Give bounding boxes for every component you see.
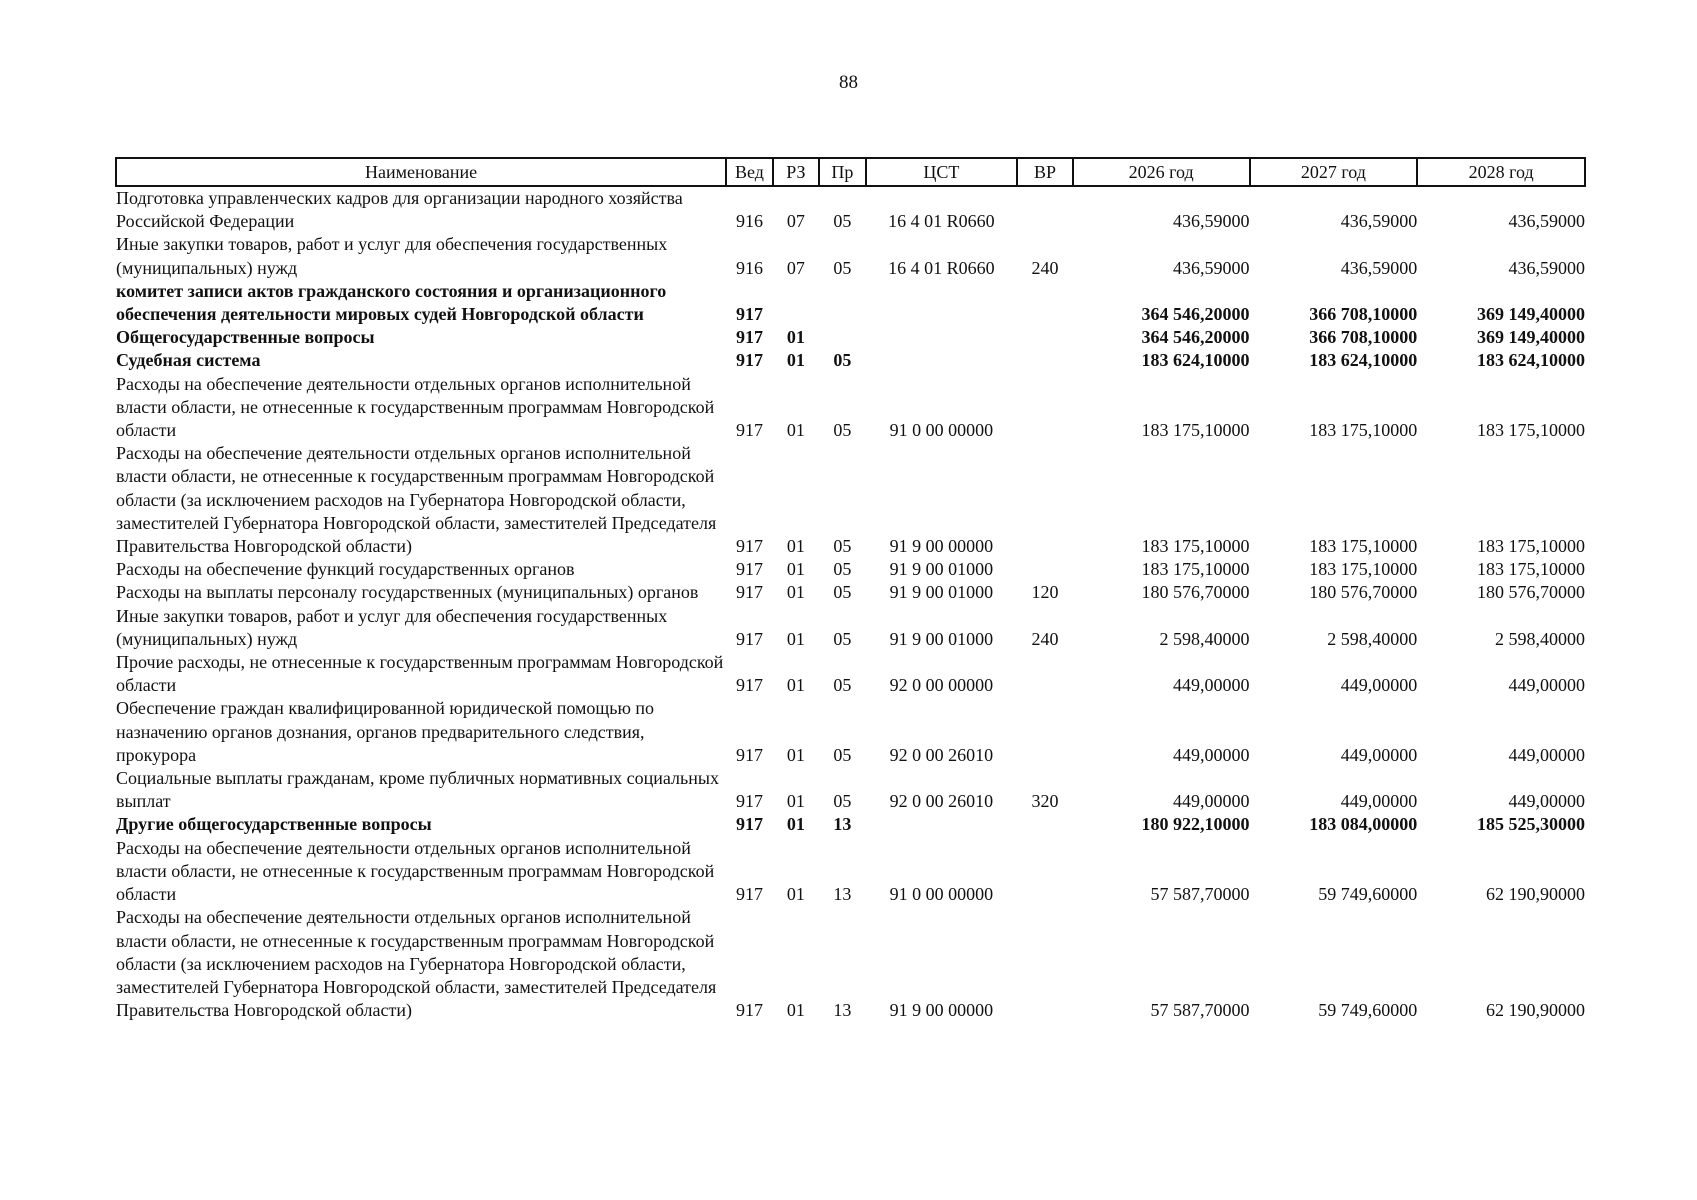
- row-2026: 436,59000: [1173, 257, 1250, 278]
- row-cst: [866, 813, 1018, 836]
- row-2028: 183 175,10000: [1477, 536, 1585, 557]
- row-vr: 240: [1031, 628, 1059, 649]
- row-2027: 180 576,70000: [1309, 582, 1418, 603]
- row-2028: 185 525,30000: [1477, 814, 1585, 835]
- row-cst: 91 9 00 00000: [889, 536, 994, 557]
- row-2026: 364 546,20000: [1141, 327, 1250, 348]
- table-row: [116, 442, 1585, 558]
- row-2026: 183 175,10000: [1141, 559, 1250, 580]
- table-header-row: [116, 158, 1585, 186]
- row-cst: 91 0 00 00000: [889, 420, 994, 441]
- table-row: [116, 326, 1585, 349]
- row-2026: 183 624,10000: [1141, 350, 1250, 371]
- row-2027: 59 749,60000: [1318, 884, 1418, 905]
- row-2028: 183 175,10000: [1477, 559, 1585, 580]
- row-cst: 92 0 00 26010: [889, 744, 994, 765]
- row-vr: [1017, 442, 1073, 558]
- row-ved: 917: [735, 884, 763, 905]
- row-2028: 62 190,90000: [1486, 1000, 1585, 1021]
- row-ved: 917: [735, 304, 763, 325]
- row-rz: [773, 280, 819, 326]
- row-cst: [866, 326, 1018, 349]
- row-2027: 183 624,10000: [1309, 350, 1418, 371]
- row-2028: 180 576,70000: [1477, 582, 1585, 603]
- row-2027: 183 175,10000: [1309, 559, 1418, 580]
- row-2027: 436,59000: [1340, 257, 1418, 278]
- table-row: [116, 558, 1585, 581]
- row-2028: 369 149,40000: [1477, 304, 1585, 325]
- row-cst: 91 0 00 00000: [889, 884, 994, 905]
- row-vr: [1017, 373, 1073, 443]
- row-ved: 917: [735, 791, 763, 812]
- row-2028: 369 149,40000: [1477, 327, 1585, 348]
- row-cst: 16 4 01 R0660: [888, 211, 995, 232]
- row-rz: 01: [786, 536, 805, 557]
- row-2026: 449,00000: [1173, 675, 1250, 696]
- row-cst: [866, 280, 1018, 326]
- row-cst: 91 9 00 01000: [889, 628, 994, 649]
- row-name: Расходы на выплаты персоналу государственных (муниципальных) органов: [116, 582, 699, 603]
- row-cst: [866, 349, 1018, 372]
- table-row: [116, 767, 1585, 813]
- row-vr: 320: [1031, 791, 1059, 812]
- row-2026: 436,59000: [1173, 211, 1250, 232]
- row-vr: [1017, 280, 1073, 326]
- row-vr: [1017, 186, 1073, 233]
- table-row: [116, 373, 1585, 443]
- row-2026: 183 175,10000: [1141, 536, 1250, 557]
- table-row: [116, 906, 1585, 1022]
- row-rz: 01: [786, 327, 805, 348]
- row-2027: 449,00000: [1340, 791, 1418, 812]
- row-name: Подготовка управленческих кадров для организации народного хозяйства Российской Федерации: [116, 188, 683, 232]
- row-2027: 183 175,10000: [1309, 536, 1418, 557]
- header-vr: ВР: [1017, 158, 1073, 186]
- row-cst: 92 0 00 26010: [889, 791, 994, 812]
- row-ved: 917: [735, 582, 763, 603]
- row-2028: 449,00000: [1508, 675, 1585, 696]
- row-pr: 05: [833, 628, 852, 649]
- row-name: Расходы на обеспечение деятельности отдельных органов исполнительной власти области, не отнесенные к государственным программам Новгородской области (за исключением расходов на Губернатора Новгородской области, заместителей Губернатора Новгородской области, заместителей Председателя Правительства Новгородской области): [116, 907, 717, 1021]
- row-rz: 01: [786, 884, 805, 905]
- row-2026: 183 175,10000: [1141, 420, 1250, 441]
- page-number: 88: [839, 72, 858, 93]
- row-name: Социальные выплаты гражданам, кроме публичных нормативных социальных выплат: [116, 768, 719, 812]
- row-rz: 07: [786, 257, 805, 278]
- row-2027: 449,00000: [1340, 744, 1418, 765]
- header-name: Наименование: [116, 158, 726, 186]
- row-2028: 183 175,10000: [1477, 420, 1585, 441]
- row-pr: 05: [833, 582, 852, 603]
- row-2026: 449,00000: [1173, 791, 1250, 812]
- row-rz: 01: [786, 791, 805, 812]
- row-2026: 57 587,70000: [1150, 884, 1250, 905]
- row-vr: [1017, 837, 1073, 907]
- row-ved: 917: [735, 814, 763, 835]
- row-2027: 183 084,00000: [1309, 814, 1418, 835]
- header-cst: ЦСТ: [866, 158, 1018, 186]
- row-pr: 05: [833, 559, 852, 580]
- row-name: Расходы на обеспечение деятельности отдельных органов исполнительной власти области, не отнесенные к государственным программам Новгородской области: [116, 837, 715, 905]
- header-2027: 2027 год: [1250, 158, 1418, 186]
- row-ved: 917: [735, 744, 763, 765]
- row-2028: 436,59000: [1508, 211, 1585, 232]
- row-pr: 13: [833, 1000, 852, 1021]
- row-rz: 01: [786, 350, 805, 371]
- row-rz: 01: [786, 420, 805, 441]
- row-vr: 240: [1031, 257, 1059, 278]
- row-vr: 120: [1031, 582, 1059, 603]
- row-pr: 05: [833, 536, 852, 557]
- row-2028: 436,59000: [1508, 257, 1585, 278]
- header-pr: Пр: [819, 158, 865, 186]
- table-row: [116, 581, 1585, 604]
- row-vr: [1017, 906, 1073, 1022]
- row-2026: 57 587,70000: [1150, 1000, 1250, 1021]
- row-name: Иные закупки товаров, работ и услуг для обеспечения государственных (муниципальных) нужд: [116, 234, 668, 278]
- header-2028: 2028 год: [1417, 158, 1585, 186]
- row-2028: 2 598,40000: [1495, 628, 1585, 649]
- row-vr: [1017, 326, 1073, 349]
- row-2027: 2 598,40000: [1327, 628, 1418, 649]
- row-pr: 05: [833, 257, 852, 278]
- row-2028: 183 624,10000: [1477, 350, 1585, 371]
- budget-table: [115, 157, 1586, 1022]
- table-row: [116, 837, 1585, 907]
- row-2026: 2 598,40000: [1159, 628, 1250, 649]
- row-name: Прочие расходы, не отнесенные к государственным программам Новгородской области: [116, 652, 724, 696]
- row-vr: [1017, 558, 1073, 581]
- row-rz: 07: [786, 211, 805, 232]
- header-2026: 2026 год: [1073, 158, 1250, 186]
- row-ved: 916: [735, 211, 763, 232]
- row-2027: 449,00000: [1340, 675, 1418, 696]
- row-ved: 917: [735, 536, 763, 557]
- row-name: Расходы на обеспечение деятельности отдельных органов исполнительной власти области, не отнесенные к государственным программам Новгородской области: [116, 373, 715, 441]
- row-pr: 05: [833, 791, 852, 812]
- row-ved: 917: [735, 420, 763, 441]
- row-rz: 01: [786, 744, 805, 765]
- table-row: [116, 349, 1585, 372]
- row-pr: 05: [833, 350, 852, 371]
- row-pr: [819, 280, 865, 326]
- row-ved: 917: [735, 559, 763, 580]
- row-2026: 364 546,20000: [1141, 304, 1250, 325]
- row-cst: 91 9 00 01000: [889, 582, 994, 603]
- row-ved: 916: [735, 257, 763, 278]
- row-pr: 05: [833, 420, 852, 441]
- row-rz: 01: [786, 628, 805, 649]
- row-pr: 13: [833, 814, 852, 835]
- row-vr: [1017, 651, 1073, 697]
- row-name: Судебная система: [116, 350, 261, 371]
- row-cst: 16 4 01 R0660: [888, 257, 995, 278]
- row-2026: 180 922,10000: [1141, 814, 1250, 835]
- header-rz: РЗ: [773, 158, 819, 186]
- row-rz: 01: [786, 1000, 805, 1021]
- table-row: [116, 651, 1585, 697]
- row-name: Расходы на обеспечение функций государственных органов: [116, 559, 575, 580]
- table-row: [116, 605, 1585, 651]
- table-row: [116, 233, 1585, 279]
- row-vr: [1017, 697, 1073, 767]
- row-2026: 449,00000: [1173, 744, 1250, 765]
- row-2026: 180 576,70000: [1141, 582, 1250, 603]
- row-rz: 01: [786, 582, 805, 603]
- table-row: [116, 813, 1585, 836]
- row-name: Общегосударственные вопросы: [116, 327, 375, 348]
- row-2027: 183 175,10000: [1309, 420, 1418, 441]
- row-pr: 05: [833, 675, 852, 696]
- row-2028: 449,00000: [1508, 744, 1585, 765]
- row-2027: 436,59000: [1340, 211, 1418, 232]
- row-rz: 01: [786, 559, 805, 580]
- row-cst: 91 9 00 01000: [889, 559, 994, 580]
- header-ved: Вед: [726, 158, 772, 186]
- row-name: Другие общегосударственные вопросы: [116, 814, 432, 835]
- row-cst: 91 9 00 00000: [889, 1000, 994, 1021]
- row-name: Обеспечение граждан квалифицированной юридической помощью по назначению органов дознания, органов предварительного следствия, прокурора: [116, 698, 655, 765]
- row-name: комитет записи актов гражданского состояния и организационного обеспечения деятельности мировых судей Новгородской области: [116, 280, 667, 325]
- table-row: [116, 186, 1585, 233]
- row-2027: 366 708,10000: [1309, 327, 1418, 348]
- table-row: [116, 280, 1585, 326]
- row-2027: 366 708,10000: [1309, 304, 1418, 325]
- row-ved: 917: [735, 628, 763, 649]
- row-ved: 917: [735, 1000, 763, 1021]
- row-vr: [1017, 813, 1073, 836]
- row-name: Расходы на обеспечение деятельности отдельных органов исполнительной власти области, не отнесенные к государственным программам Новгородской области (за исключением расходов на Губернатора Новгородской области, заместителей Губернатора Новгородской области, заместителей Председателя Правительства Новгородской области): [116, 443, 717, 557]
- row-cst: 92 0 00 00000: [889, 675, 994, 696]
- table-row: [116, 697, 1585, 767]
- row-rz: 01: [786, 814, 805, 835]
- row-pr: 13: [833, 884, 852, 905]
- row-ved: 917: [735, 350, 763, 371]
- row-2028: 449,00000: [1508, 791, 1585, 812]
- row-ved: 917: [735, 675, 763, 696]
- row-vr: [1017, 349, 1073, 372]
- row-rz: 01: [786, 675, 805, 696]
- row-2027: 59 749,60000: [1318, 1000, 1418, 1021]
- row-pr: 05: [833, 744, 852, 765]
- row-name: Иные закупки товаров, работ и услуг для обеспечения государственных (муниципальных) нужд: [116, 605, 668, 649]
- row-pr: 05: [833, 211, 852, 232]
- row-2028: 62 190,90000: [1486, 884, 1585, 905]
- row-ved: 917: [735, 327, 763, 348]
- row-pr: [819, 326, 865, 349]
